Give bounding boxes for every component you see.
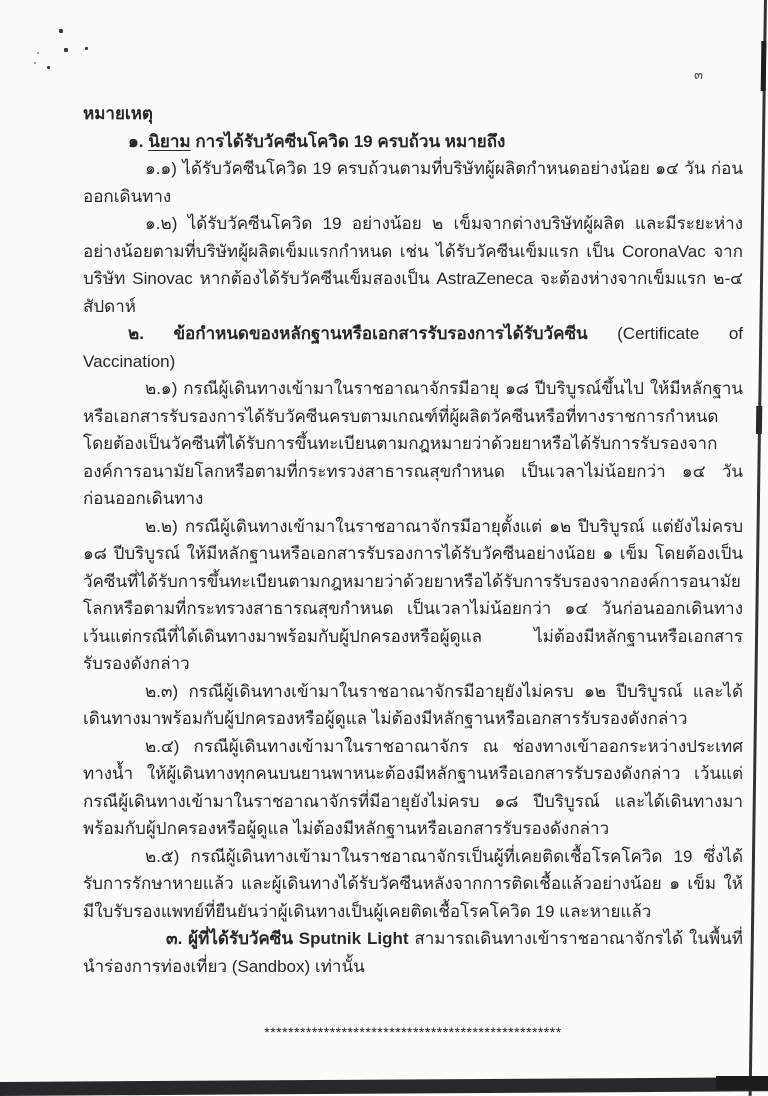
section-2-title-bold: ๒. ข้อกำหนดของหลักฐานหรือเอกสารรับรองการได้รับวัคซีน (128, 324, 618, 343)
section-3-lead: ๓. ผู้ที่ได้รับวัคซีน Sputnik Light (166, 929, 409, 948)
paragraph-2-1: ๒.๑) กรณีผู้เดินทางเข้ามาในราชอาณาจักรมีอายุ ๑๘ ปีบริบูรณ์ขึ้นไป ให้มีหลักฐานหรือเอกสารรับรองการได้รับวัคซีนครบตามเกณฑ์ที่ผู้ผลิตวัคซีนหรือที่ทางราชการกำหนด โดยต้องเป็นวัคซีนที่ได้รับการขึ้นทะเบียนตามกฎหมายว่าด้วยยาหรือได้รับการรับรองจากองค์การอนามัยโลกหรือตามที่กระทรวงสาธารณสุขกำหนด เป็นเวลาไม่น้อยกว่า ๑๔ วัน ก่อนออกเดินทาง (83, 379, 743, 508)
section-1-heading (83, 128, 743, 156)
scan-edge-right (749, 0, 767, 1096)
paragraph-2-2: ๒.๒) กรณีผู้เดินทางเข้ามาในราชอาณาจักรมีอายุตั้งแต่ ๑๒ ปีบริบูรณ์ แต่ยังไม่ครบ ๑๘ ปีบริบูรณ์ ให้มีหลักฐานหรือเอกสารรับรองการได้รับวัคซีนอย่างน้อย ๑ เข็ม โดยต้องเป็นวัคซีนที่ได้รับการขึ้นทะเบียนตามกฎหมายว่าด้วยยาหรือได้รับการรับรองจากองค์การอนามัยโลกหรือตามที่กระทรวงสาธารณสุขกำหนด เป็นเวลาไม่น้อยกว่า ๑๔ วันก่อนออกเดินทาง เว้นแต่กรณีที่ได้เดินทางมาพร้อมกับผู้ปกครองหรือผู้ดูแล ไม่ต้องมีหลักฐานหรือเอกสารรับรองดังกล่าว (83, 516, 743, 673)
section-1-title-rest: การได้รับวัคซีนโควิด 19 ครบถ้วน หมายถึง (190, 131, 506, 151)
scan-edge-bottom (0, 1077, 768, 1096)
section-2-title-english: (Certificate of Vaccination) (83, 324, 743, 371)
paragraph-2-3: ๒.๓) กรณีผู้เดินทางเข้ามาในราชอาณาจักรมีอายุยังไม่ครบ ๑๒ ปีบริบูรณ์ และได้เดินทางมาพร้อมกับผู้ปกครองหรือผู้ดูแล ไม่ต้องมีหลักฐานหรือเอกสารรับรองดังกล่าว (83, 681, 743, 728)
speckle-dot (47, 66, 50, 69)
speckle-dot (34, 62, 36, 64)
section-2-heading (83, 320, 743, 375)
paragraph-2-5: ๒.๕) กรณีผู้เดินทางเข้ามาในราชอาณาจักรเป็นผู้ที่เคยติดเชื้อโรคโควิด 19 ซึ่งได้รับการรักษาหายแล้ว และผู้เดินทางได้รับวัคซีนหลังจากการติดเชื้อแล้วอย่างน้อย ๑ เข็ม ให้มีใบรับรองแพทย์ที่ยืนยันว่าผู้เดินทางเป็นผู้เคยติดเชื้อโรคโควิด 19 และหายแล้ว (83, 846, 743, 921)
paragraph-1-2: ๑.๒) ได้รับวัคซีนโควิด 19 อย่างน้อย ๒ เข็มจากต่างบริษัทผู้ผลิต และมีระยะห่างอย่างน้อยตามที่บริษัทผู้ผลิตเข็มแรกกำหนด เช่น ได้รับวัคซีนเข็มแรก เป็น CoronaVac จากบริษัท Sinovac หากต้องได้รับวัคซีนเข็มสองเป็น AstraZeneca จะต้องห่างจากเข็มแรก ๒-๔ สัปดาห์ (83, 214, 743, 316)
section-1-number: ๑. (128, 131, 149, 151)
speckle-dot (37, 52, 39, 54)
paragraph-2-4: ๒.๔) กรณีผู้เดินทางเข้ามาในราชอาณาจักร ณ ช่องทางเข้าออกระหว่างประเทศทางน้ำ ให้ผู้เดินทางทุกคนบนยานพาหนะต้องมีหลักฐานหรือเอกสารรับรองดังกล่าว เว้นแต่กรณีผู้เดินทางเข้ามาในราชอาณาจักรที่มีอายุยังไม่ครบ ๑๘ ปีบริบูรณ์ และได้เดินทางมาพร้อมกับผู้ปกครองหรือผู้ดูแล ไม่ต้องมีหลักฐานหรือเอกสารรับรองดังกล่าว (83, 736, 743, 838)
document-content (83, 100, 743, 1047)
speckle-dot (59, 29, 63, 33)
scan-corner-dark (716, 1076, 768, 1090)
paragraph-1-1: ๑.๑) ได้รับวัคซีนโควิด 19 ครบถ้วนตามที่บริษัทผู้ผลิตกำหนดอย่างน้อย ๑๔ วัน ก่อนออกเดินทาง (83, 159, 743, 206)
separator-line: ************************************************** (264, 1024, 562, 1040)
section-3-rest: สามารถเดินทางเข้าราชอาณาจักรได้ ในพื้นที่นำร่องการท่องเที่ยว (Sandbox) เท่านั้น (83, 929, 744, 976)
speckle-dot (85, 47, 88, 50)
page-number: ๓ (694, 67, 703, 82)
section-1-title-underlined: นิยาม (148, 131, 191, 151)
scan-edge-blob (761, 41, 767, 91)
section-3-paragraph (83, 925, 743, 980)
note-label: หมายเหตุ (83, 104, 153, 123)
scan-edge-blob (756, 406, 762, 434)
speckle-dot (64, 48, 68, 52)
